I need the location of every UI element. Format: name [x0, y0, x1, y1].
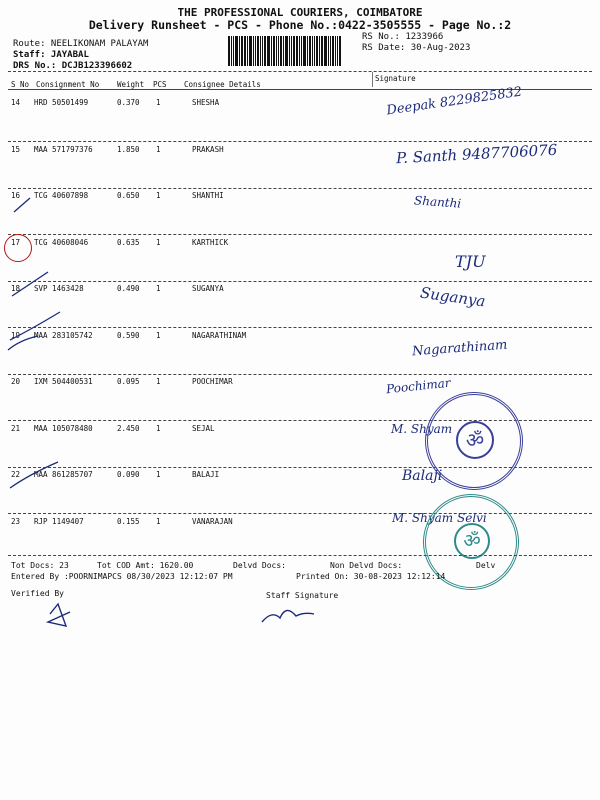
col-consignment: Consignment No: [36, 80, 100, 89]
col-consignee: Consignee Details: [184, 80, 261, 89]
total-cod-amount: Tot COD Amt: 1620.00: [97, 561, 194, 570]
check-mark: [14, 198, 30, 212]
handwritten-signature: M. Shyam: [391, 421, 453, 436]
pieces-count: 1: [156, 144, 161, 154]
pieces-count: 1: [156, 516, 161, 526]
consignee-name: KARTHICK: [192, 237, 229, 247]
serial-number: 18: [11, 284, 21, 293]
divider: [8, 555, 592, 556]
serial-number: 19: [11, 330, 21, 340]
pieces-count: 1: [156, 470, 161, 479]
pieces-count: 1: [156, 98, 161, 107]
consignee-name: SHANTHI: [192, 191, 224, 200]
consignee-name: SHESHA: [192, 98, 220, 107]
om-symbol-icon: ॐ: [454, 523, 490, 559]
serial-number: 20: [11, 377, 21, 386]
consignee-name: NAGARATHINAM: [192, 330, 247, 340]
weight-value: 0.650: [117, 191, 140, 200]
pieces-count: 1: [156, 423, 161, 433]
consignee-name: SUGANYA: [192, 284, 224, 293]
verifier-signature: [48, 604, 70, 626]
col-signature: Signature: [375, 74, 416, 83]
company-title: THE PROFESSIONAL COURIERS, COIMBATORE: [177, 6, 423, 19]
check-mark: [10, 312, 60, 340]
pieces-count: 1: [156, 191, 161, 200]
serial-number: 16: [11, 191, 21, 200]
consignment-number: MAA 571797376: [34, 144, 93, 154]
total-docs: Tot Docs: 23: [11, 561, 69, 570]
consignee-name: SEJAL: [192, 423, 215, 433]
runsheet-subtitle: Delivery Runsheet - PCS - Phone No.:0422-3505555 - Page No.:2: [88, 18, 512, 32]
handwritten-signature: Suganya: [419, 283, 487, 311]
handwritten-signature: Shanthi: [413, 193, 462, 211]
handwritten-signature: Poochimar: [385, 375, 452, 397]
route-label: Route: NEELIKONAM PALAYAM: [13, 39, 149, 49]
consignee-name: PRAKASH: [192, 144, 224, 154]
weight-value: 1.850: [117, 144, 140, 154]
weight-value: 0.090: [117, 470, 140, 479]
consignment-number: TCG 40607898: [34, 191, 89, 200]
weight-value: 2.450: [117, 423, 140, 433]
col-pcs: PCS: [153, 80, 167, 89]
consignment-number: MAA 283105742: [34, 330, 93, 340]
consignee-name: POOCHIMAR: [192, 377, 233, 386]
handwritten-signature: TJU: [455, 251, 486, 271]
weight-value: 0.370: [117, 98, 140, 107]
consignment-number: RJP 1149407: [34, 516, 84, 526]
col-weight: Weight: [117, 80, 145, 89]
weight-value: 0.490: [117, 284, 140, 293]
consignment-number: MAA 105078480: [34, 423, 93, 433]
handwritten-signature: Balaji: [402, 468, 443, 484]
delivered-docs: Delvd Docs:: [233, 561, 286, 570]
weight-value: 0.095: [117, 377, 140, 386]
rs-date: RS Date: 30-Aug-2023: [362, 43, 471, 53]
serial-number: 21: [11, 423, 21, 433]
consignee-name: VANARAJAN: [192, 516, 233, 526]
verified-by-label: Verified By: [11, 589, 64, 598]
delivery-label: Delv: [476, 561, 496, 570]
rs-number: RS No.: 1233966: [362, 32, 444, 42]
serial-number: 15: [11, 144, 21, 154]
col-sno: S No: [11, 80, 30, 89]
weight-value: 0.635: [117, 237, 140, 247]
school-stamp: [425, 392, 523, 490]
consignee-name: BALAJI: [192, 470, 220, 479]
pieces-count: 1: [156, 237, 161, 247]
entered-by: Entered By :POORNIMAPCS 08/30/2023 12:12:07 PM: [11, 572, 233, 581]
check-mark: [12, 272, 48, 296]
weight-value: 0.155: [117, 516, 140, 526]
drs-number: DRS No.: DCJB123396602: [13, 61, 133, 71]
serial-number: 23: [11, 516, 21, 526]
pieces-count: 1: [156, 330, 161, 340]
staff-signature-label: Staff Signature: [266, 591, 339, 600]
handwritten-signature: Deepak 8229825832: [385, 84, 523, 119]
printed-on: Printed On: 30-08-2023 12:12:14: [296, 572, 446, 581]
handwritten-signature: Nagarathinam: [411, 337, 508, 359]
consignment-number: HRD 50501499: [34, 98, 89, 107]
consignment-number: TCG 40608046: [34, 237, 89, 247]
consignment-number: MAA 861285707: [34, 470, 93, 479]
serial-number: 14: [11, 98, 21, 107]
handwritten-signature: M. Shyam Selvi: [392, 510, 487, 525]
pieces-count: 1: [156, 377, 161, 386]
serial-number: 22: [11, 470, 21, 479]
serial-number: 17: [11, 237, 21, 247]
staff-label: Staff: JAYABAL: [13, 50, 89, 60]
om-symbol-icon: ॐ: [456, 421, 494, 459]
check-mark: [10, 462, 58, 488]
pieces-count: 1: [156, 284, 161, 293]
staff-signature-scribble: [262, 610, 314, 622]
non-delivered-docs: Non Delvd Docs:: [330, 561, 403, 570]
handwritten-signature: P. Santh 9487706076: [395, 140, 558, 167]
weight-value: 0.590: [117, 330, 140, 340]
consignment-number: SVP 1463428: [34, 284, 84, 293]
consignment-number: IXM 504400531: [34, 377, 93, 386]
